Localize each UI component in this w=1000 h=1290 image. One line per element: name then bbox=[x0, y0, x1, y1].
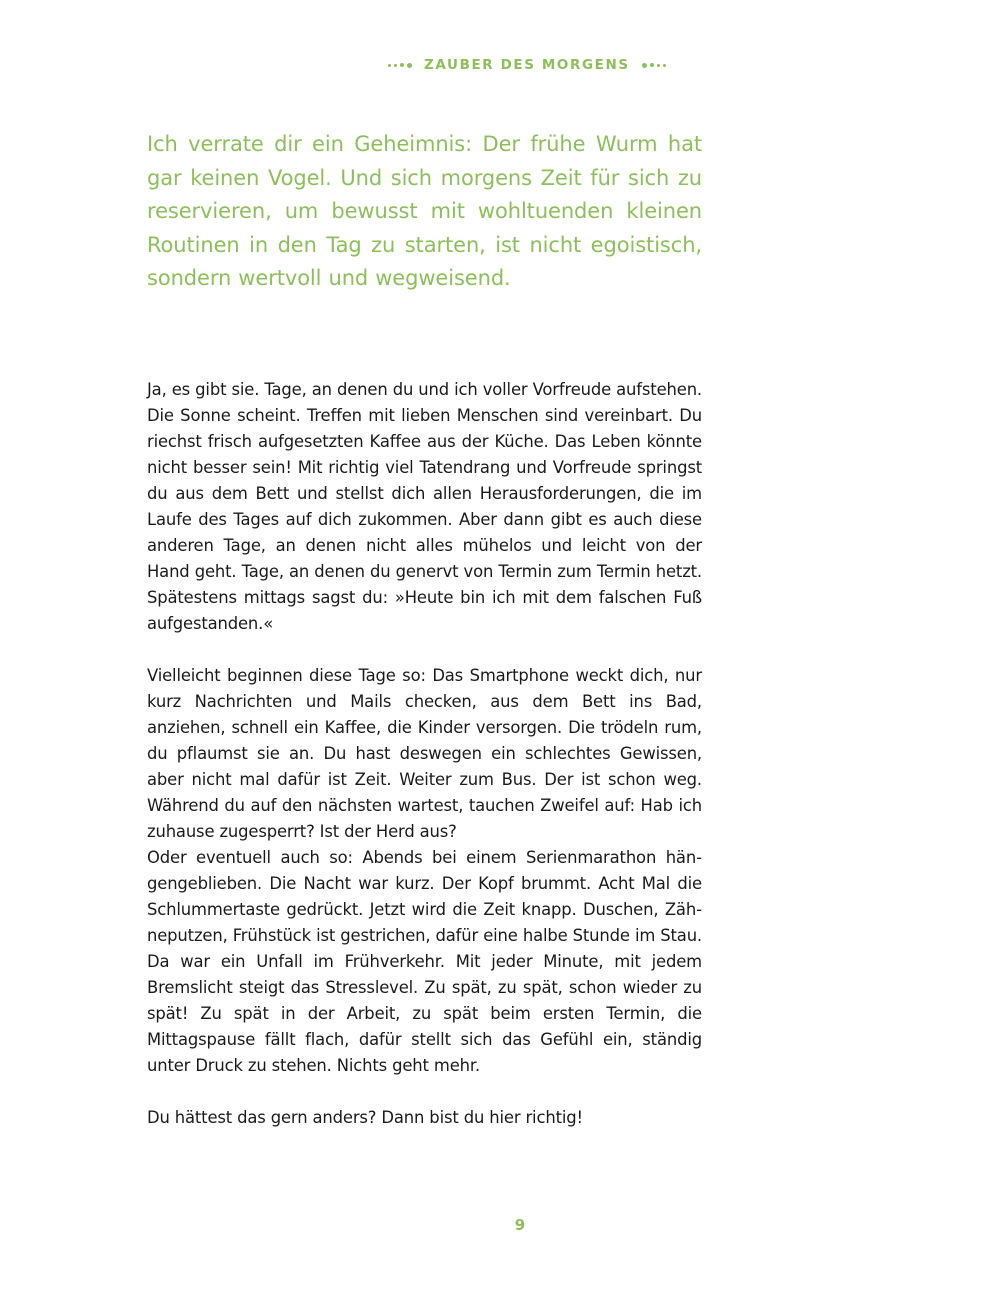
dot-icon bbox=[650, 63, 654, 67]
running-head bbox=[388, 55, 666, 75]
dot-icon bbox=[394, 64, 397, 67]
running-head-dots-right bbox=[642, 63, 666, 68]
body-paragraph: Vielleicht beginnen diese Tage so: Das Smartphone weckt dich, nur kurz Nachrichten und Mails checken, aus dem Bett ins Bad, anziehen, schnell ein Kaffee, die Kinder versorgen. Die trödeln rum, du pflaumst sie an. Du hast deswegen ein schlechtes Gewissen, aber nicht mal dafür ist Zeit. Weiter zum Bus. Der ist schon weg. Während du auf den nächsten wartest, tauchen Zweifel auf: Hab ich zuhause zugesperrt? Ist der Herd aus? bbox=[147, 666, 702, 841]
running-head-dots-left bbox=[388, 63, 412, 68]
dot-icon bbox=[657, 64, 660, 67]
body-paragraph: Oder eventuell auch so: Abends bei einem Serienmarathon hängengeblieben. Die Nacht war kurz. Der Kopf brummt. Acht Mal die Schlummertaste gedrückt. Jetzt wird die Zeit knapp. Duschen, Zähneputzen, Frühstück ist gestrichen, dafür eine halbe Stunde im Stau. Da war ein Unfall im Frühverkehr. Mit jeder Minute, mit jedem Bremslicht steigt das Stresslevel. Zu spät, zu spät, schon wieder zu spät! Zu spät in der Arbeit, zu spät beim ersten Termin, die Mittagspause fällt flach, dafür stellt sich das Gefühl ein, ständig unter Druck zu stehen. Nichts geht mehr. bbox=[147, 848, 702, 1075]
body-text bbox=[147, 377, 702, 1131]
page-number: 9 bbox=[514, 1216, 526, 1234]
intro-paragraph: Ich verrate dir ein Geheimnis: Der frühe Wurm hat gar keinen Vogel. Und sich morgens Zeit für sich zu reservieren, um bewusst mit wohltuenden kleinen Routinen in den Tag zu starten, ist nicht egoistisch, sondern wertvoll und wegweisend. bbox=[147, 132, 702, 290]
dot-icon bbox=[400, 63, 404, 67]
dot-icon bbox=[388, 64, 391, 67]
dot-icon bbox=[642, 63, 647, 68]
dot-icon bbox=[407, 63, 412, 68]
dot-icon bbox=[663, 64, 666, 67]
body-paragraph: Ja, es gibt sie. Tage, an denen du und ich voller Vorfreude aufstehen. Die Sonne scheint. Treffen mit lieben Menschen sind vereinbart. Du riechst frisch aufgesetzten Kaffee aus der Küche. Das Leben könnte nicht besser sein! Mit richtig viel Tatendrang und Vorfreude springst du aus dem Bett und stellst dich allen Herausforderungen, die im Laufe des Tages auf dich zukommen. Aber dann gibt es auch diese anderen Tage, an denen nicht alles mühelos und leicht von der Hand geht. Tage, an denen du genervt von Termin zum Termin hetzt. Spätestens mittags sagst du: »Heute bin ich mit dem falschen Fuß aufgestanden.« bbox=[147, 380, 702, 633]
body-paragraph: Du hättest das gern anders? Dann bist du hier richtig! bbox=[147, 1108, 583, 1127]
running-head-title: ZAUBER DES MORGENS bbox=[424, 57, 630, 73]
